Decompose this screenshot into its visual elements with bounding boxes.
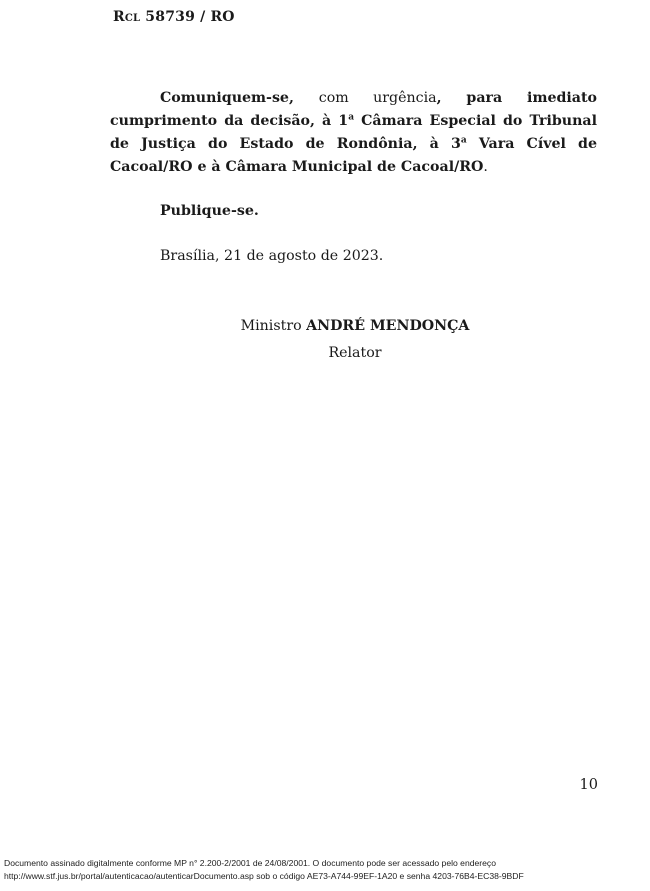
case-reference-number: 58739 / RO — [140, 9, 235, 25]
signature-role: Relator — [328, 345, 382, 361]
p1-text-4: Vara Cível de Cacoal/RO e à Câmara Municipal de Cacoal/RO — [110, 136, 597, 175]
p1-text-3: Câmara Especial do Tribunal de Justiça do Estado de Rondônia, à 3 — [110, 113, 597, 152]
p1-text-urgency: com urgência — [318, 90, 437, 106]
p1-text-1: Comuniquem-se, — [160, 90, 319, 106]
footer-line-1: Documento assinado digitalmente conforme MP n° 2.200-2/2001 de 24/08/2001. O documento pode ser acessado pelo endereço — [4, 858, 497, 868]
case-reference-prefix: Rcl — [113, 9, 141, 25]
document-date: Brasília, 21 de agosto de 2023. — [160, 248, 384, 264]
signature-title: Ministro — [240, 318, 307, 334]
decision-paragraph — [110, 87, 597, 179]
signature-name-line — [200, 318, 510, 334]
p1-text-2: , para imediato cumprimento da decisão, à 1 — [110, 90, 598, 129]
case-reference — [113, 9, 235, 25]
p1-period: . — [483, 159, 488, 175]
page-number: 10 — [579, 777, 598, 793]
p1-ordinal-1: a — [348, 112, 355, 123]
publish-order: Publique-se. — [160, 203, 259, 219]
authentication-footer — [4, 857, 524, 882]
footer-line-2: http://www.stf.jus.br/portal/autenticacao/autenticarDocumento.asp sob o código AE73-A744-99EF-1A20 e senha 4203-76B4-EC38-9BDF — [4, 870, 524, 881]
signature-name: ANDRÉ MENDONÇA — [306, 318, 470, 334]
p1-ordinal-2: a — [460, 135, 467, 146]
